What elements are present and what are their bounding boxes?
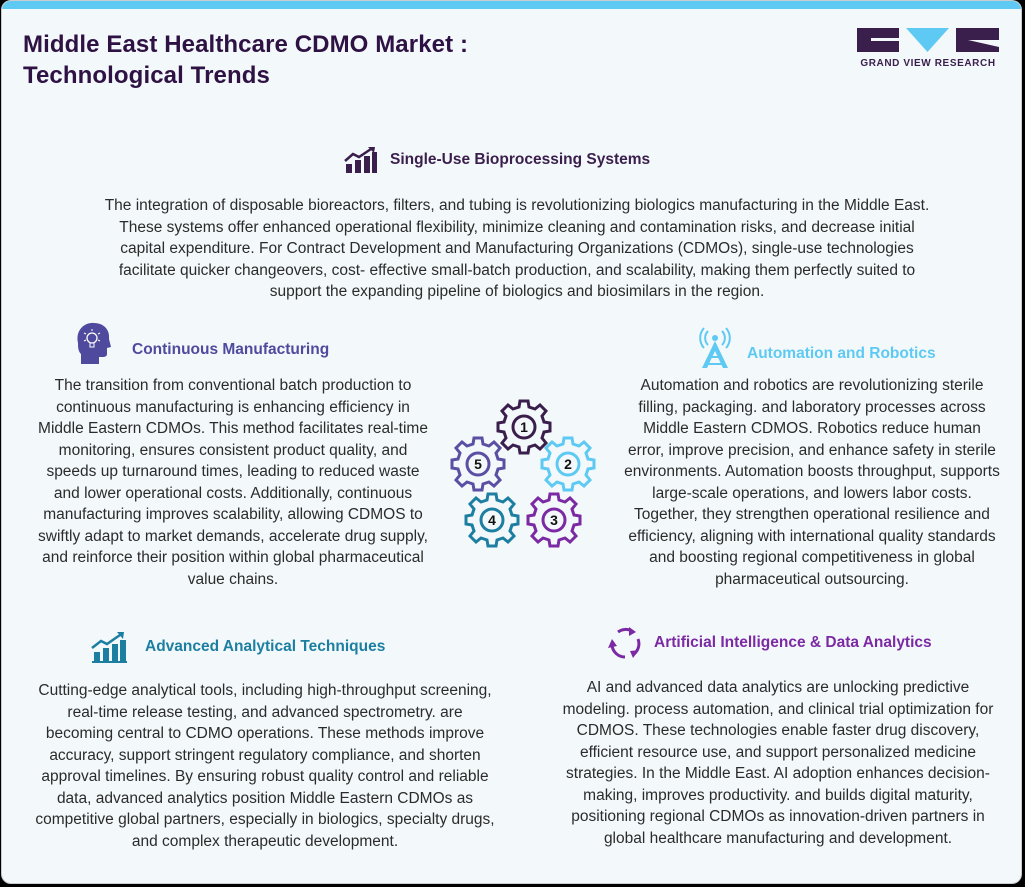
gvr-logo-icon <box>857 28 999 52</box>
infographic-card <box>1 0 1022 884</box>
ai-heading-text: Artificial Intelligence & Data Analytics <box>654 634 932 651</box>
single-use-body: The integration of disposable bioreactors, filters, and tubing is revolutionizing biologics manufacturing in the Middle East. These systems offer enhanced operational flexibility, minimize cleaning and contamination risks, and decrease initial capital expenditure. For Contract Development and Manufacturing Organizations (CDMOs), single-use technologies facilitate quicker changeovers, cost- effective small-batch production, and scalability, making them perfectly suited to support the expanding pipeline of biologics and biosimilars in the region. <box>104 197 930 300</box>
analytics-heading <box>91 631 385 663</box>
gear-2-icon <box>542 438 594 490</box>
antenna-tower-icon <box>699 327 731 369</box>
logo-text: GRAND VIEW RESEARCH <box>860 58 996 69</box>
gear-3-icon <box>528 494 580 546</box>
automation-heading <box>699 327 936 369</box>
growth-chart-icon <box>344 146 378 174</box>
single-use-heading <box>344 146 650 174</box>
analytics-heading-text: Advanced Analytical Techniques <box>145 638 386 655</box>
title-line-1: Middle East Healthcare CDMO Market : <box>23 31 469 58</box>
cycle-arrows-icon <box>608 626 642 660</box>
analytics-body: Cutting-edge analytical tools, including high-throughput screening, real-time release testing, and advanced spectrometry. are becoming central to CDMO operations. These methods improve accuracy, support stringent regulatory compliance, and shorten approval timelines. By ensuring robust quality control and reliable data, advanced analytics position Middle Eastern CDMOs as competitive global partners, especially in biologics, specialty drugs, and complex therapeutic development. <box>35 682 495 850</box>
svg-text:5: 5 <box>474 456 482 472</box>
grand-view-research-logo <box>857 28 999 72</box>
svg-text:2: 2 <box>564 456 572 472</box>
svg-text:4: 4 <box>488 512 496 528</box>
automation-body: Automation and robotics are revolutionizing sterile filling, packaging. and laboratory processes across Middle Eastern CDMOS. Robotics reduce human error, improve precision, and enhance safety in sterile environments. Automation boosts throughput, supports large-scale operations, and lowers labor costs. Together, they strengthen operational resilience and efficiency, aligning with international quality standards and boosting regional competitiveness in global pharmaceutical outsourcing. <box>624 377 1000 588</box>
page-title <box>23 29 468 91</box>
automation-heading-text: Automation and Robotics <box>747 345 936 362</box>
continuous-body: The transition from conventional batch production to continuous manufacturing is enhancing efficiency in Middle Eastern CDMOs. This method facilitates real-time monitoring, ensures consistent product quality, and speeds up turnaround times, leading to reduced waste and lower operational costs. Additionally, continuous manufacturing improves scalability, allowing CDMOS to swiftly adapt to market demands, accelerate drug supply, and reinforce their position within global pharmaceutical value chains. <box>38 377 428 588</box>
continuous-heading-text: Continuous Manufacturing <box>132 341 330 358</box>
svg-text:3: 3 <box>550 512 558 528</box>
continuous-heading <box>72 321 329 365</box>
title-line-2: Technological Trends <box>23 62 270 89</box>
ai-body: AI and advanced data analytics are unlocking predictive modeling. process automation, and clinical trial optimization for CDMOS. These technologies enable faster drug discovery, efficient resource use, and support personalized medicine strategies. In the Middle East. AI adoption enhances decision-making, improves productivity. and builds digital maturity, positioning regional CDMOs as innovation-driven partners in global healthcare manufacturing and development. <box>562 679 994 847</box>
top-accent-bar <box>2 1 1021 9</box>
ai-heading <box>608 626 932 660</box>
gear-1-icon <box>498 401 550 453</box>
growth-chart-icon <box>91 631 127 663</box>
svg-text:1: 1 <box>520 419 528 435</box>
numbered-gears-graphic <box>442 396 602 551</box>
head-lightbulb-icon <box>72 321 112 365</box>
gear-5-icon <box>452 438 504 490</box>
single-use-heading-text: Single-Use Bioprocessing Systems <box>390 151 651 168</box>
gear-4-icon <box>466 494 518 546</box>
